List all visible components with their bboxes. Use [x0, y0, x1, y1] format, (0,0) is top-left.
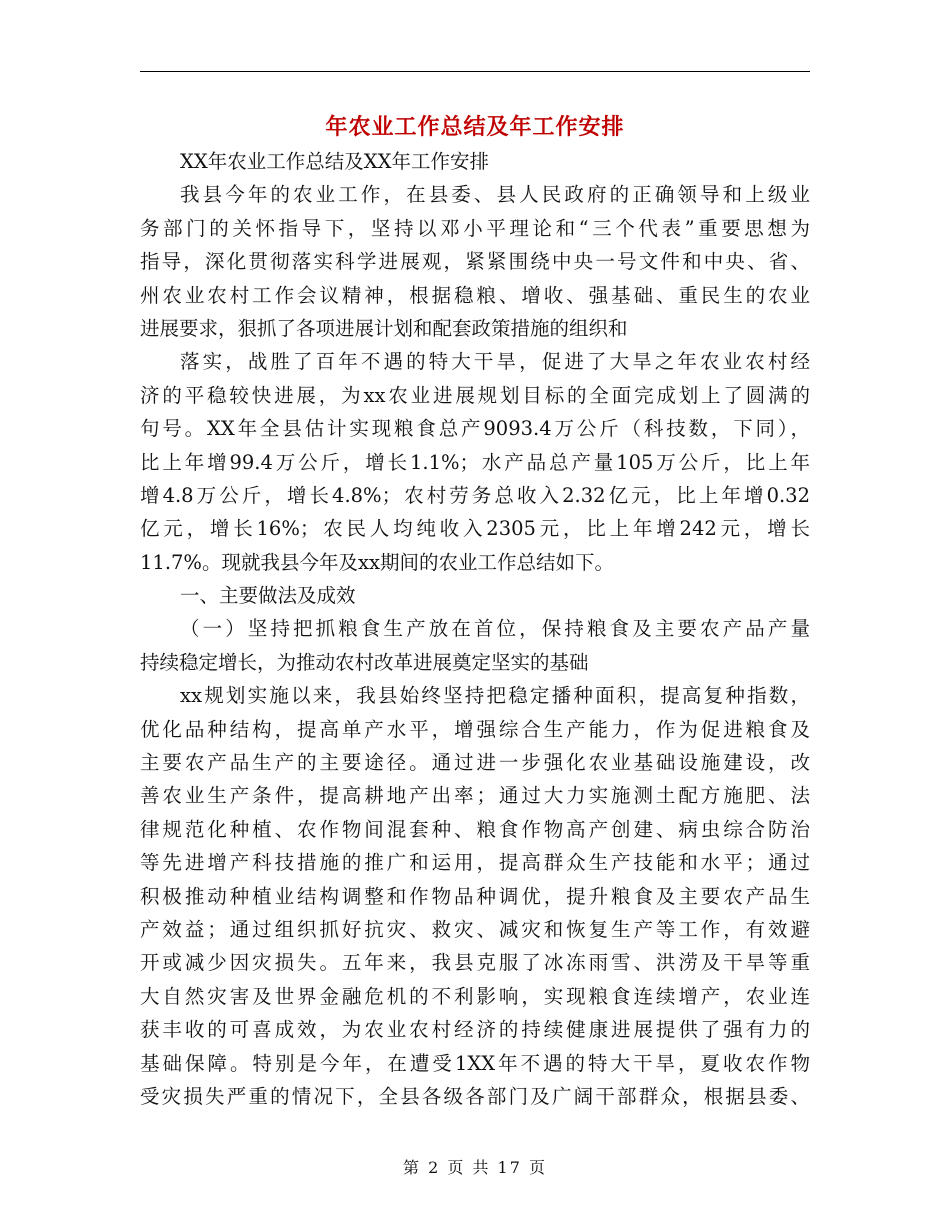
document-title: 年农业工作总结及年工作安排 [325, 115, 625, 140]
body-text-line: 州农业农村工作会议精神，根据稳粮、增收、强基础、重民生的农业 [140, 283, 810, 307]
body-text-line: 获丰收的可喜成效，为农业农村经济的持续健康进展提供了强有力的 [140, 1018, 810, 1042]
body-text-line: 增4.8万公斤，增长4.8%；农村劳务总收入2.32亿元，比上年增0.32 [140, 483, 810, 507]
body-text-line: 指导，深化贯彻落实科学进展观，紧紧围绕中央一号文件和中央、省、 [140, 250, 810, 274]
body-text-line: 开或减少因灾损失。五年来，我县克服了冰冻雨雪、洪涝及干旱等重 [140, 951, 810, 975]
document-body [140, 145, 810, 1113]
body-text-line: 优化品种结构，提高单产水平，增强综合生产能力，作为促进粮食及 [140, 717, 810, 741]
body-text-line: xx规划实施以来，我县始终坚持把稳定播种面积，提高复种指数， [180, 684, 810, 708]
body-text-line: 善农业生产条件，提高耕地产出率；通过大力实施测土配方施肥、法 [140, 784, 810, 808]
body-text-line: 我县今年的农业工作，在县委、县人民政府的正确领导和上级业 [180, 183, 810, 207]
body-text-line: XX年农业工作总结及XX年工作安排 [180, 150, 490, 173]
body-text-line: 积极推动种植业结构调整和作物品种调优，提升粮食及主要农产品生 [140, 884, 810, 908]
body-text-line: 一、主要做法及成效 [180, 584, 356, 608]
body-text-line: 进展要求，狠抓了各项进展计划和配套政策措施的组织和 [140, 316, 628, 340]
body-text-line: （一）坚持把抓粮食生产放在首位，保持粮食及主要农产品产量 [180, 617, 810, 641]
body-text-line: 律规范化种植、农作物间混套种、粮食作物高产创建、病虫综合防治 [140, 817, 810, 841]
page-number: 第 2 页 共 17 页 [403, 1158, 547, 1177]
body-text-line: 落实，战胜了百年不遇的特大干旱，促进了大旱之年农业农村经 [180, 350, 810, 374]
body-text-line: 11.7%。现就我县今年及xx期间的农业工作总结如下。 [140, 550, 614, 574]
body-text-line: 等先进增产科技措施的推广和运用，提高群众生产技能和水平；通过 [140, 851, 810, 875]
body-text-line: 句号。XX年全县估计实现粮食总产9093.4万公斤（科技数，下同）， [140, 417, 810, 441]
body-text-line: 比上年增99.4万公斤，增长1.1%；水产品总产量105万公斤，比上年 [140, 450, 810, 474]
body-text-line: 受灾损失严重的情况下，全县各级各部门及广阔干部群众，根据县委、 [140, 1084, 810, 1108]
body-text-line: 基础保障。特别是今年，在遭受1XX年不遇的特大干旱，夏收农作物 [140, 1051, 810, 1075]
body-text-line: 务部门的关怀指导下，坚持以邓小平理论和“三个代表”重要思想为 [140, 216, 810, 240]
body-text-line: 大自然灾害及世界金融危机的不利影响，实现粮食连续增产，农业连 [140, 984, 810, 1008]
body-text-line: 持续稳定增长，为推动农村改革进展奠定坚实的基础 [140, 650, 589, 674]
header-rule [140, 71, 810, 72]
body-text-line: 产效益；通过组织抓好抗灾、救灾、减灾和恢复生产等工作，有效避 [140, 917, 810, 941]
body-text-line: 主要农产品生产的主要途径。通过进一步强化农业基础设施建设，改 [140, 751, 810, 775]
body-text-line: 亿元，增长16%；农民人均纯收入2305元，比上年增242元，增长 [140, 517, 810, 541]
body-text-line: 济的平稳较快进展，为xx农业进展规划目标的全面完成划上了圆满的 [140, 383, 810, 407]
